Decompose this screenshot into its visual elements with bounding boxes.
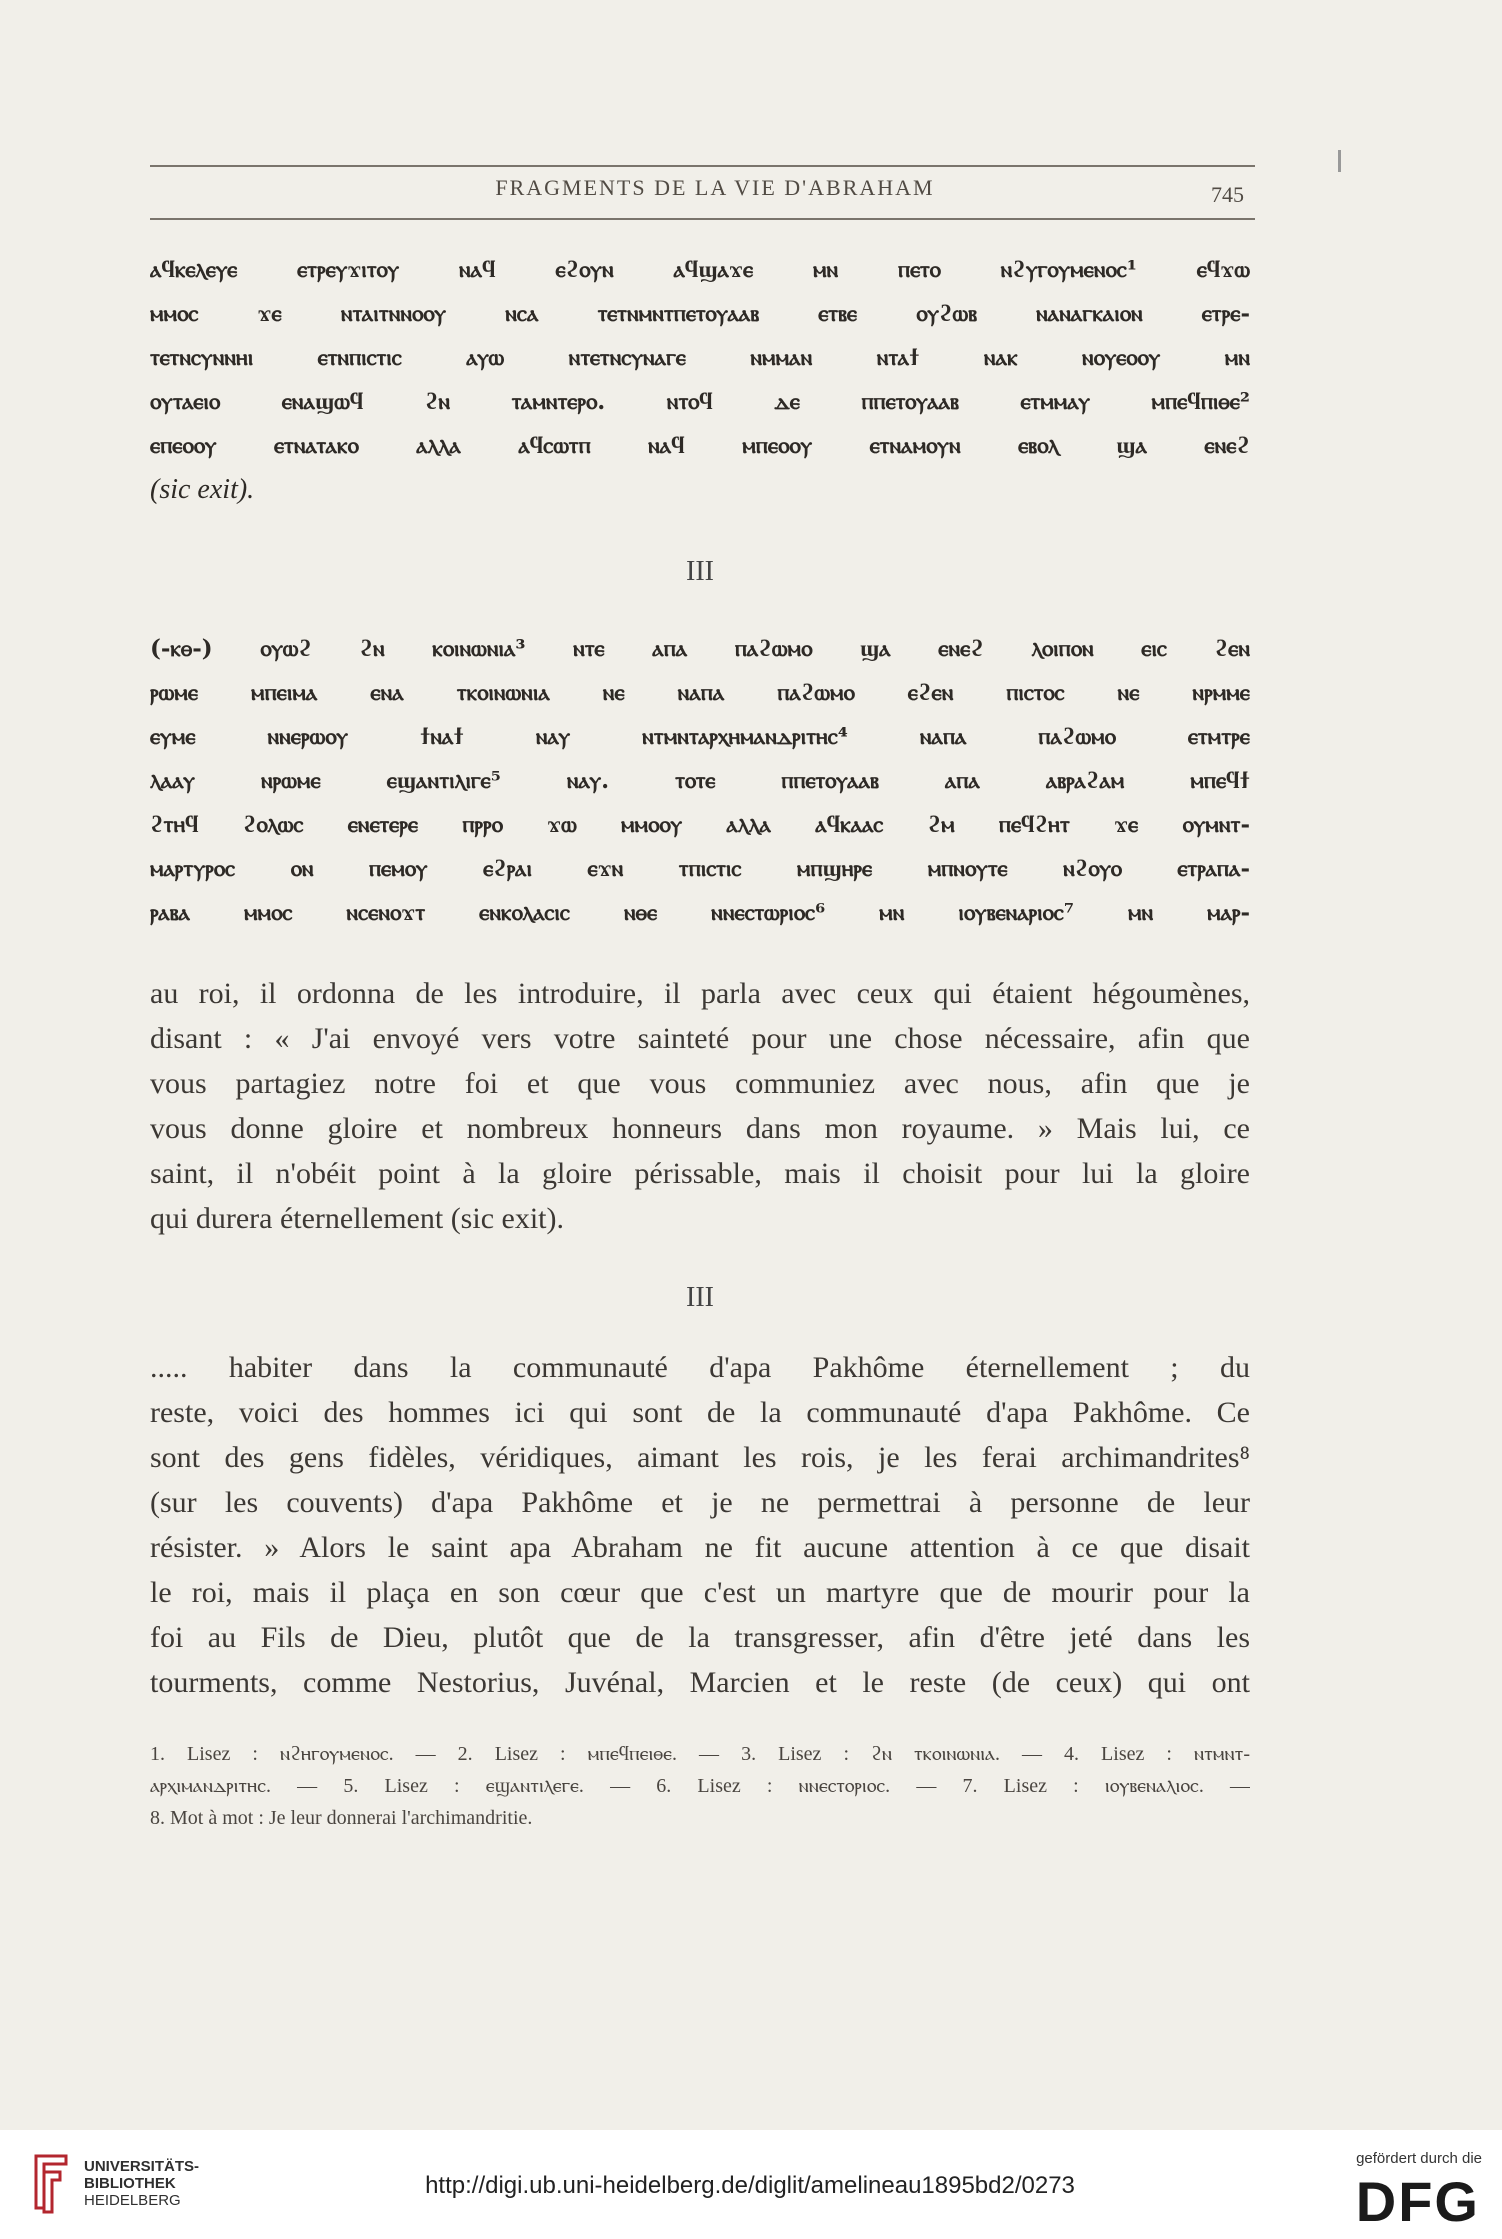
section-numeral-coptic: III xyxy=(686,556,714,587)
coptic-line: ⲙⲁⲣⲧⲩⲣⲟⲥ ⲟⲛ ⲡⲉⲙⲟⲩ ⲉϩⲣⲁⲓ ⲉϫⲛ ⲧⲡⲓⲥⲧⲓⲥ ⲙⲡϣⲏⲣⲉ ⲙⲡⲛⲟⲩⲧⲉ ⲛϩⲟⲩⲟ ⲉⲧⲣⲁⲡⲁ- xyxy=(150,855,1250,882)
french-line: qui durera éternellement (sic exit). xyxy=(150,1202,564,1235)
french-line: ..... habiter dans la communauté d'apa Pakhôme éternellement ; du xyxy=(150,1351,1250,1384)
header-rule-top xyxy=(150,165,1255,167)
coptic-line: ⲣⲁⲃⲁ ⲙⲙⲟⲥ ⲛⲥⲉⲛⲟϫⲧ ⲉⲛⲕⲟⲗⲁⲥⲓⲥ ⲛⲑⲉ ⲛⲛⲉⲥⲧⲱⲣⲓⲟⲥ⁶ ⲙⲛ ⲓⲟⲩⲃⲉⲛⲁⲣⲓⲟⲥ⁷ ⲙⲛ ⲙⲁⲣ- xyxy=(150,899,1250,926)
french-translation-block-2 xyxy=(150,1345,1250,1705)
page-number: 745 xyxy=(1211,182,1244,207)
coptic-line: ⲧⲉⲧⲛⲥⲩⲛⲛⲏⲓ ⲉⲧⲛⲡⲓⲥⲧⲓⲥ ⲁⲩⲱ ⲛⲧⲉⲧⲛⲥⲩⲛⲁⲅⲉ ⲛⲙⲙⲁⲛ ⲛⲧⲁϯ ⲛⲁⲕ ⲛⲟⲩⲉⲟⲟⲩ ⲙⲛ xyxy=(150,344,1250,371)
dfg-logo: DFG xyxy=(1355,2170,1480,2233)
french-line: saint, il n'obéit point à la gloire périssable, mais il choisit pour lui la gloire xyxy=(150,1157,1250,1190)
french-line: au roi, il ordonna de les introduire, il parla avec ceux qui étaient hégoumènes, xyxy=(150,977,1250,1010)
footnotes xyxy=(150,1738,1250,1834)
coptic-line: ⲣⲱⲙⲉ ⲙⲡⲉⲓⲙⲁ ⲉⲛⲁ ⲧⲕⲟⲓⲛⲱⲛⲓⲁ ⲛⲉ ⲛⲁⲡⲁ ⲡⲁϩⲱⲙⲟ ⲉϩⲉⲛ ⲡⲓⲥⲧⲟⲥ ⲛⲉ ⲛⲣⲙⲙⲉ xyxy=(150,679,1250,706)
header-rule-bottom xyxy=(150,218,1255,220)
footnote-line: ⲁⲣⲭⲓⲙⲁⲛⲇⲣⲓⲧⲏⲥ. — 5. Lisez : ⲉϣⲁⲛⲧⲓⲗⲉⲅⲉ. — 6. Lisez : ⲛⲛⲉⲥⲧⲟⲣⲓⲟⲥ. — 7. Lisez : ⲓⲟⲩⲃⲉⲛⲁⲗⲓⲟⲥ. — xyxy=(150,1775,1250,1797)
french-line: vous partagiez notre foi et que vous communiez avec nous, afin que je xyxy=(150,1067,1250,1100)
coptic-line: ⲙⲙⲟⲥ ϫⲉ ⲛⲧⲁⲓⲧⲛⲛⲟⲟⲩ ⲛⲥⲁ ⲧⲉⲧⲛⲙⲛⲧⲡⲉⲧⲟⲩⲁⲁⲃ ⲉⲧⲃⲉ ⲟⲩϩⲱⲃ ⲛⲁⲛⲁⲅⲕⲁⲓⲟⲛ ⲉⲧⲣⲉ- xyxy=(150,300,1250,327)
coptic-line: ⲉⲩⲙⲉ ⲛⲛⲉⲣⲱⲟⲩ ϯⲛⲁϯ ⲛⲁⲩ ⲛⲧⲙⲛⲧⲁⲣⲭⲏⲙⲁⲛⲇⲣⲓⲧⲏⲥ⁴ ⲛⲁⲡⲁ ⲡⲁϩⲱⲙⲟ ⲉⲧⲙⲧⲣⲉ xyxy=(150,723,1250,750)
coptic-line: ⲁϥⲕⲉⲗⲉⲩⲉ ⲉⲧⲣⲉⲩϫⲓⲧⲟⲩ ⲛⲁϥ ⲉϩⲟⲩⲛ ⲁϥϣⲁϫⲉ ⲙⲛ ⲡⲉⲧⲟ ⲛϩⲩⲅⲟⲩⲙⲉⲛⲟⲥ¹ ⲉϥϫⲱ xyxy=(150,256,1250,283)
coptic-line: ϩⲧⲏϥ ϩⲟⲗⲱⲥ ⲉⲛⲉⲧⲉⲣⲉ ⲡⲣⲣⲟ ϫⲱ ⲙⲙⲟⲟⲩ ⲁⲗⲗⲁ ⲁϥⲕⲁⲁⲥ ϩⲙ ⲡⲉϥϩⲏⲧ ϫⲉ ⲟⲩⲙⲛⲧ- xyxy=(150,811,1250,838)
funded-by-label: gefördert durch die xyxy=(1356,2150,1482,2167)
running-header-title: FRAGMENTS DE LA VIE D'ABRAHAM xyxy=(495,175,935,200)
french-line: résister. » Alors le saint apa Abraham ne fit aucune attention à ce que disait xyxy=(150,1531,1250,1564)
french-line: vous donne gloire et nombreux honneurs dans mon royaume. » Mais lui, ce xyxy=(150,1112,1250,1145)
coptic-line: ⲗⲁⲁⲩ ⲛⲣⲱⲙⲉ ⲉϣⲁⲛⲧⲓⲗⲓⲅⲉ⁵ ⲛⲁⲩ. ⲧⲟⲧⲉ ⲡⲡⲉⲧⲟⲩⲁⲁⲃ ⲁⲡⲁ ⲁⲃⲣⲁϩⲁⲙ ⲙⲡⲉϥϯ xyxy=(150,767,1250,794)
french-line: (sur les couvents) d'apa Pakhôme et je ne permettrai à personne de leur xyxy=(150,1486,1250,1519)
coptic-line: ⲉⲡⲉⲟⲟⲩ ⲉⲧⲛⲁⲧⲁⲕⲟ ⲁⲗⲗⲁ ⲁϥⲥⲱⲧⲡ ⲛⲁϥ ⲙⲡⲉⲟⲟⲩ ⲉⲧⲛⲁⲙⲟⲩⲛ ⲉⲃⲟⲗ ϣⲁ ⲉⲛⲉϩ xyxy=(150,432,1250,459)
coptic-line: ⲟⲩⲧⲁⲉⲓⲟ ⲉⲛⲁϣⲱϥ ϩⲛ ⲧⲁⲙⲛⲧⲉⲣⲟ. ⲛⲧⲟϥ ⲇⲉ ⲡⲡⲉⲧⲟⲩⲁⲁⲃ ⲉⲧⲙⲙⲁⲩ ⲙⲡⲉϥⲡⲓⲑⲉ² xyxy=(150,388,1250,415)
french-line: foi au Fils de Dieu, plutôt que de la transgresser, afin d'être jeté dans les xyxy=(150,1621,1250,1654)
french-translation-block-1 xyxy=(150,971,1250,1241)
french-line: tourments, comme Nestorius, Juvénal, Marcien et le reste (de ceux) qui ont xyxy=(150,1666,1250,1699)
footnote-line: 1. Lisez : ⲛϩⲏⲅⲟⲩⲙⲉⲛⲟⲥ. — 2. Lisez : ⲙⲡⲉϥⲡⲉⲓⲑⲉ. — 3. Lisez : ϩⲛ ⲧⲕⲟⲓⲛⲱⲛⲓⲁ. — 4. Lisez : ⲛⲧⲙⲛⲧ- xyxy=(150,1743,1250,1765)
french-line: reste, voici des hommes ici qui sont de la communauté d'apa Pakhôme. Ce xyxy=(150,1396,1250,1429)
footnote-line: 8. Mot à mot : Je leur donnerai l'archimandritie. xyxy=(150,1807,533,1829)
coptic-text-block-1 xyxy=(150,248,1250,512)
french-line: disant : « J'ai envoyé vers votre sainteté pour une chose nécessaire, afin que xyxy=(150,1022,1250,1055)
university-library-logo-icon xyxy=(30,2152,74,2216)
coptic-text-block-2 xyxy=(150,627,1250,935)
section-numeral-french: III xyxy=(686,1282,714,1313)
coptic-line: (-ⲕⲑ-) ⲟⲩⲱϩ ϩⲛ ⲕⲟⲓⲛⲱⲛⲓⲁ³ ⲛⲧⲉ ⲁⲡⲁ ⲡⲁϩⲱⲙⲟ ϣⲁ ⲉⲛⲉϩ ⲗⲟⲓⲡⲟⲛ ⲉⲓⲥ ϩⲉⲛ xyxy=(150,635,1250,662)
source-url-link[interactable]: http://digi.ub.uni-heidelberg.de/diglit/amelineau1895bd2/0273 xyxy=(425,2172,1075,2199)
university-library-name: UNIVERSITÄTS- BIBLIOTHEK HEIDELBERG xyxy=(84,2158,200,2209)
margin-mark xyxy=(1338,150,1341,172)
coptic-tail-sic-exit: (sic exit). xyxy=(150,474,255,505)
french-line: le roi, mais il plaça en son cœur que c'est un martyre que de mourir pour la xyxy=(150,1576,1250,1609)
french-line: sont des gens fidèles, véridiques, aimant les rois, je les ferai archimandrites⁸ xyxy=(150,1441,1250,1474)
